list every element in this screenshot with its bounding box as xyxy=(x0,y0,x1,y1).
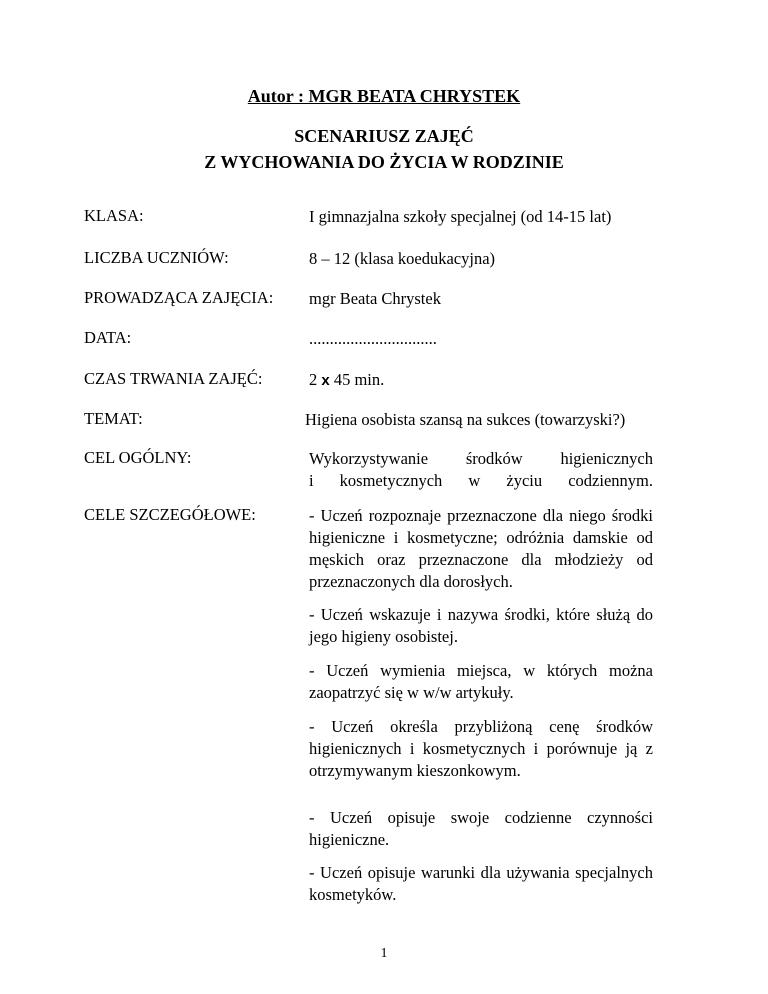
label-cel-ogolny: CEL OGÓLNY: xyxy=(84,448,192,467)
cel-szczegolowy-5: - Uczeń opisuje swoje codzienne czynności higieniczne. xyxy=(309,808,653,849)
author-line: Autor : MGR BEATA CHRYSTEK xyxy=(247,86,521,106)
cel-szczegolowy-1: - Uczeń rozpoznaje przeznaczone dla niego środki higieniczne i kosmetyczne; odróżnia damskie od męskich oraz przeznaczone dla młodzieży od przeznaczonych dla dorosłych. xyxy=(309,506,653,591)
value-liczba-uczniow: 8 – 12 (klasa koedukacyjna) xyxy=(309,249,496,268)
title-line-2: Z WYCHOWANIA DO ŻYCIA W RODZINIE xyxy=(204,152,564,172)
cel-ogolny-line-2: i kosmetycznych w życiu codziennym. xyxy=(309,471,653,490)
label-liczba-uczniow: LICZBA UCZNIÓW: xyxy=(84,248,229,267)
value-temat: Higiena osobista szansą na sukces (towarzyski?) xyxy=(305,410,626,429)
title-line-1: SCENARIUSZ ZAJĘĆ xyxy=(294,126,474,146)
value-cel-ogolny xyxy=(309,448,653,492)
label-czas-trwania: CZAS TRWANIA ZAJĘĆ: xyxy=(84,369,263,388)
cel-szczegolowy-2: - Uczeń wskazuje i nazywa środki, które służą do jego higieny osobistej. xyxy=(309,605,653,646)
value-klasa: I gimnazjalna szkoły specjalnej (od 14-15 lat) xyxy=(309,207,612,226)
cel-szczegolowy-6: - Uczeń opisuje warunki dla używania specjalnych kosmetyków. xyxy=(309,863,653,904)
czas-count: 2 xyxy=(309,370,318,389)
page-number: 1 xyxy=(380,946,388,961)
value-data: ............................... xyxy=(309,329,437,348)
czas-multiplier: x xyxy=(321,372,330,389)
document-title xyxy=(0,123,768,175)
czas-duration: 45 min. xyxy=(333,370,385,389)
label-prowadzaca: PROWADZĄCA ZAJĘCIA: xyxy=(84,288,274,307)
cel-ogolny-line-1: Wykorzystywanie środków higienicznych xyxy=(309,449,653,468)
cel-szczegolowy-3: - Uczeń wymienia miejsca, w których można zaopatrzyć się w w/w artykuły. xyxy=(309,661,653,702)
value-prowadzaca: mgr Beata Chrystek xyxy=(309,289,441,308)
label-klasa: KLASA: xyxy=(84,206,144,225)
label-data: DATA: xyxy=(84,328,132,347)
label-temat: TEMAT: xyxy=(84,409,143,428)
label-cele-szczegolowe: CELE SZCZEGÓŁOWE: xyxy=(84,505,256,524)
cel-szczegolowy-4: - Uczeń określa przybliżoną cenę środków higienicznych i kosmetycznych i porównuje ją z otrzymywanym kieszonkowym. xyxy=(309,717,653,780)
value-czas-trwania xyxy=(309,369,653,392)
